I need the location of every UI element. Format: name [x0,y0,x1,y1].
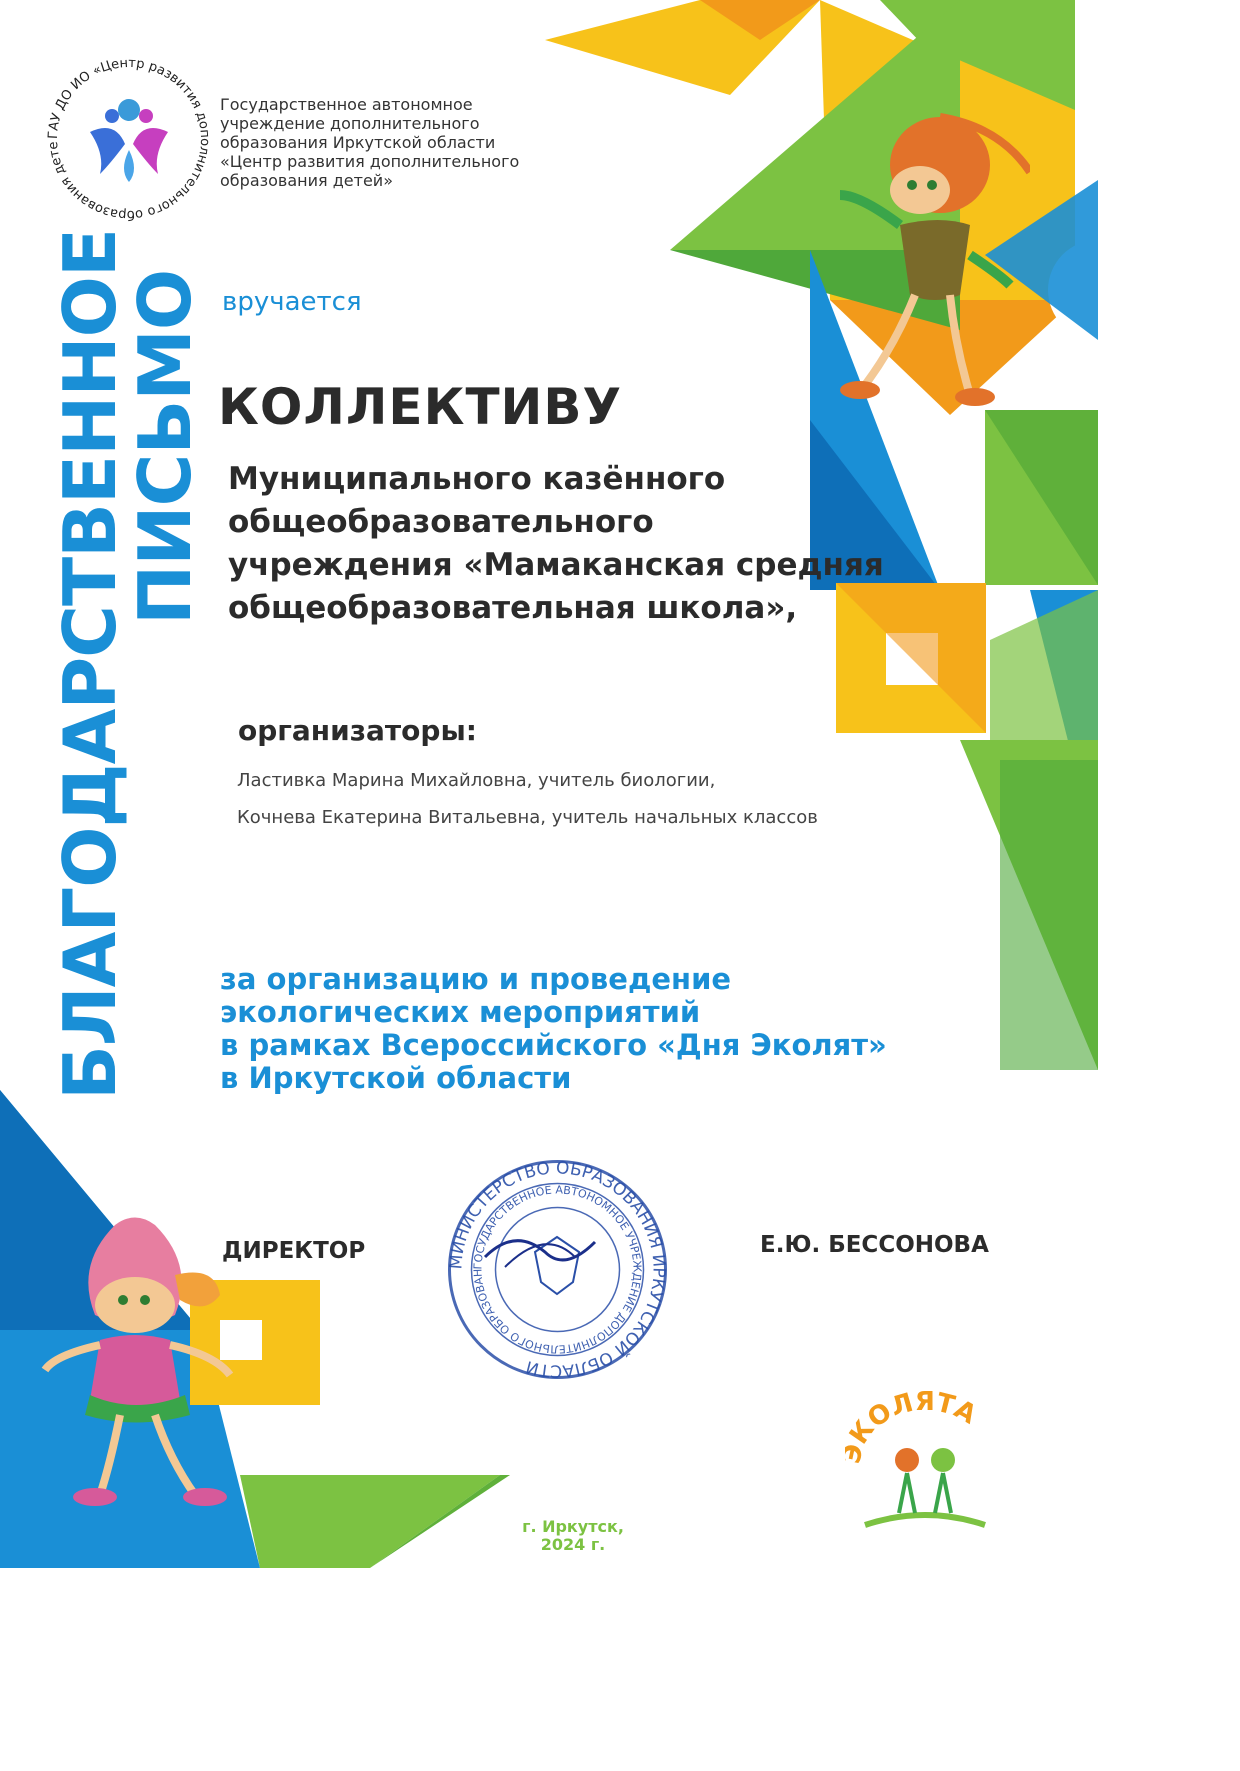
awarded-label: вручается [222,287,362,317]
certificate-title-line2: ПИСЬМО [123,269,207,625]
svg-text:ГОСУДАРСТВЕННОЕ АВТОНОМНОЕ УЧР: ГОСУДАРСТВЕННОЕ АВТОНОМНОЕ УЧРЕЖДЕНИЕ ДОПОЛНИТЕЛЬНОГО ОБРАЗОВАН [471,1183,644,1356]
svg-text:ЭКОЛЯТА: КОЛЯТА [845,1387,982,1450]
organization-name-line: Государственное автономное [220,95,473,114]
mascot-top-illustration [790,95,1030,415]
recipient-line: общеобразовательного [228,504,654,540]
organization-name-line: учреждение дополнительного [220,114,480,133]
reason-line: в рамках Всероссийского «Дня Эколят» [220,1028,887,1062]
award-reason [220,963,887,1095]
recipient-name [228,458,884,630]
organization-name [220,95,560,190]
acorn-mascot-icon [790,95,1030,415]
organizers-label: организаторы: [238,714,477,747]
organizer-item: Кочнева Екатерина Витальевна, учитель начальных классов [237,807,818,828]
official-stamp [445,1157,670,1382]
mascot-bottom-illustration [35,1205,275,1515]
signatory-name: Е.Ю. БЕССОНОВА [760,1232,989,1258]
footer-year: 2024 г. [540,1535,606,1554]
organization-name-line: образования Иркутской области [220,133,496,152]
flower-mascot-icon [35,1205,275,1515]
organizers-list [237,762,818,836]
reason-line: за организацию и проведение [220,962,732,996]
svg-text:МИНИСТЕРСТВО ОБРАЗОВАНИЯ ИРКУТ: МИНИСТЕРСТВО ОБРАЗОВАНИЯ ИРКУТСКОЙ ОБЛАСТИ [446,1158,669,1381]
recipient-line: Муниципального казённого [228,461,726,497]
stamp-seal-icon [445,1157,670,1382]
ecolyata-logo [845,1385,1005,1535]
certificate-title-line1: БЛАГОДАРСТВЕННОЕ [48,228,132,1100]
footer-city: г. Иркутск, [522,1517,624,1536]
signatory-position: ДИРЕКТОР [222,1238,366,1264]
reason-line: экологических мероприятий [220,995,701,1029]
organization-name-line: образования детей» [220,171,393,190]
ecolyata-logo-icon [845,1385,1005,1535]
svg-text:ГАУ ДО ИО «Центр развития допо: ГАУ ДО ИО «Центр развития дополнительного образования дете [45,55,213,223]
recipient-line: учреждения «Мамаканская средняя [228,547,884,583]
reason-line: в Иркутской области [220,1061,572,1095]
organizer-item: Ластивка Марина Михайловна, учитель биологии, [237,770,716,791]
organization-seal-icon [40,50,218,228]
footer-place-date [518,1518,628,1554]
organization-name-line: «Центр развития дополнительного [220,152,520,171]
organization-logo [40,50,218,228]
recipient-line: общеобразовательная школа», [228,590,798,626]
recipient-heading: КОЛЛЕКТИВУ [218,378,623,436]
